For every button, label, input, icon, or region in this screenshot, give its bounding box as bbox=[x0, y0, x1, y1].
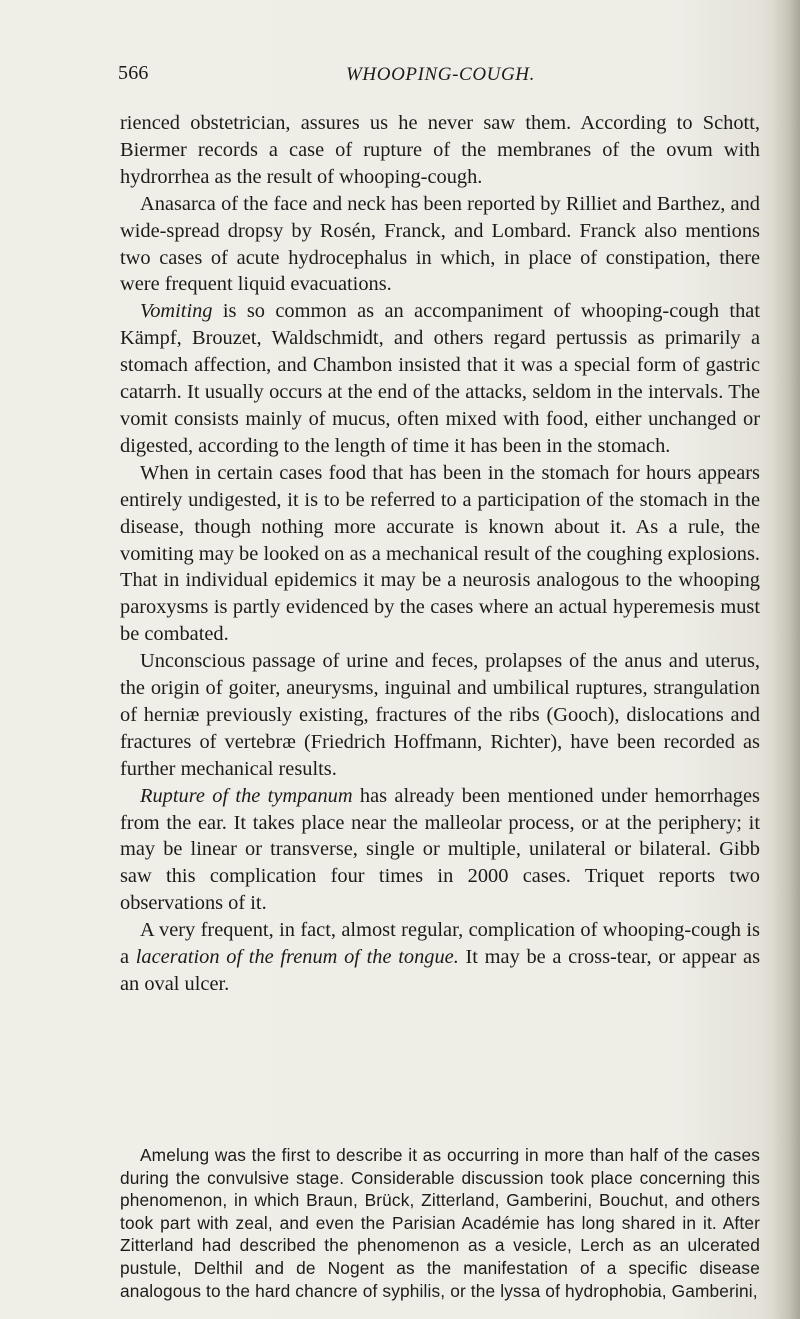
small-print-text bbox=[120, 1144, 760, 1302]
paragraph bbox=[120, 917, 760, 998]
main-text bbox=[120, 110, 760, 998]
page-header bbox=[118, 62, 758, 92]
text-run: When in certain cases food that has been in the stomach for hours appears entirely undigested, it is to be referred to a participation of the stomach in the disease, though nothing more accurate is known about it. As a rule, the vomiting may be looked on as a mechanical result of the coughing explosions. That in individual epidemics it may be a neurosis analogous to the whooping paroxysms is partly evidenced by the cases where an actual hyperemesis must be combated. bbox=[120, 461, 760, 646]
text-run: is so common as an accompaniment of whooping-cough that Kämpf, Brouzet, Waldschmidt, and others regard pertussis as primarily a stomach affection, and Chambon insisted that it was a special form of gastric catarrh. It usually occurs at the end of the attacks, seldom in the intervals. The vomit consists mainly of mucus, often mixed with food, either unchanged or digested, according to the length of time it has been in the stomach. bbox=[120, 300, 760, 457]
text-run: rienced obstetrician, assures us he never saw them. According to Schott, Biermer records a case of rupture of the membranes of the ovum with hydrorrhea as the result of whooping-cough. bbox=[120, 112, 760, 188]
paragraph bbox=[120, 648, 760, 783]
paragraph bbox=[120, 298, 760, 459]
page-edge-shadow bbox=[772, 0, 800, 1319]
text-run: A very frequent, in fact, almost regular, complication of whooping-cough is a bbox=[120, 919, 760, 969]
paragraph bbox=[120, 191, 760, 299]
text-run: Amelung was the first to describe it as occurring in more than half of the cases during the convulsive stage. Considerable discussion took place concerning this phenomenon, in which Braun, Brück, Zitterland, Gamberini, Bouchut, and others took part with zeal, and even the Parisian Académie has long shared in it. After Zitterland had described the phenomenon as a vesicle, Lerch as an ulcerated pustule, Delthil and de Nogent as the manifestation of a specific disease analogous to the hard chancre of syphilis, or the lyssa of hydrophobia, Gamberini, bbox=[120, 1145, 760, 1301]
italic-term: laceration of the frenum of the tongue. bbox=[135, 946, 459, 969]
italic-term: Vomiting bbox=[140, 300, 213, 323]
text-run: Unconscious passage of urine and feces, prolapses of the anus and uterus, the origin of goiter, aneurysms, inguinal and umbilical ruptures, strangulation of herniæ previously existing, fractures of the ribs (Gooch), dislocations and fractures of vertebræ (Friedrich Hoffmann, Richter), have been recorded as further mechanical results. bbox=[120, 650, 760, 780]
paragraph bbox=[120, 460, 760, 648]
paragraph bbox=[120, 110, 760, 191]
text-run: Anasarca of the face and neck has been reported by Rilliet and Barthez, and wide-spread dropsy by Rosén, Franck, and Lombard. Franck also mentions two cases of acute hydrocephalus in which, in place of constipation, there were frequent liquid evacuations. bbox=[120, 192, 760, 296]
paragraph bbox=[120, 783, 760, 918]
running-title: WHOOPING-COUGH. bbox=[346, 64, 535, 85]
text-run: It may be a cross-tear, or appear as an oval ulcer. bbox=[120, 946, 761, 995]
paragraph bbox=[120, 1144, 760, 1302]
page-number: 566 bbox=[118, 62, 149, 84]
italic-term: Rupture of the tympanum bbox=[140, 784, 353, 807]
text-run: has already been mentioned under hemorrhages from the ear. It takes place near the malleolar process, or at the periphery; it may be linear or transverse, single or multiple, unilateral or bilateral. Gibb saw this complication four times in 2000 cases. Triquet reports two observations of it. bbox=[120, 784, 760, 915]
